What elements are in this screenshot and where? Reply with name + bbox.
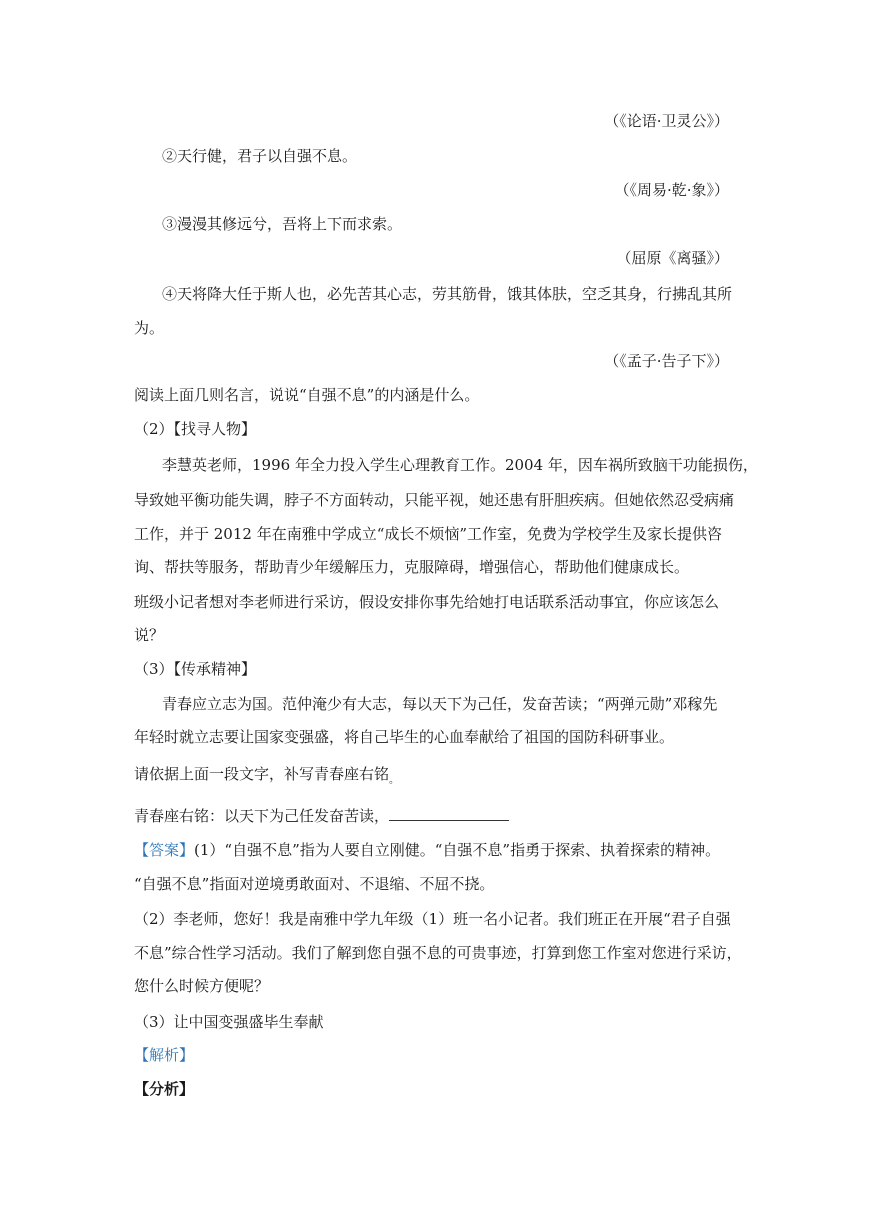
answer-3: （3）让中国变强盛毕生奉献 [134, 1013, 324, 1031]
source-citation-zhouyi: （《周易·乾·象》） [614, 181, 729, 199]
answer-2-line-3: 您什么时候方便呢？ [134, 977, 270, 995]
instruction-period: 。 [389, 775, 400, 786]
motto-blank [389, 806, 509, 821]
part-2-question-line-2: 说？ [134, 626, 165, 644]
motto-line [134, 806, 509, 826]
part-2-paragraph-line-4: 询、帮扶等服务，帮助青少年缓解压力，克服障碍，增强信心，帮助他们健康成长。 [134, 558, 690, 576]
part-2-paragraph-line-3: 工作，并于 2012 年在南雅中学成立“成长不烦恼”工作室，免费为学校学生及家长提供咨 [134, 525, 723, 543]
source-citation-lunyu: （《论语·卫灵公》） [604, 112, 729, 130]
part-3-instruction [134, 764, 399, 784]
answer-2-line-2: 不息”综合性学习活动。我们了解到您自强不息的可贵事迹，打算到您工作室对您进行采访， [134, 944, 742, 962]
motto-text: 青春座右铭：以天下为己任发奋苦读， [134, 807, 390, 825]
quote-4-line-1: ④天将降大任于斯人也，必先苦其心志，劳其筋骨，饿其体肤，空乏其身，行拂乱其所 [162, 285, 733, 303]
answer-label: 【答案】 [134, 841, 195, 859]
answer-2-line-1: （2）李老师，您好！我是南雅中学九年级（1）班一名小记者。我们班正在开展“君子自强 [134, 910, 731, 928]
answer-1-text: (1）“自强不息”指为人要自立刚健。“自强不息”指勇于探索、执着探索的精神。 [194, 841, 721, 859]
answer-1-line-2: “自强不息”指面对逆境勇敢面对、不退缩、不屈不挠。 [134, 875, 495, 893]
instruction-text: 请依据上面一段文字，补写青春座右铭 [134, 765, 390, 783]
source-citation-lisao: （屈原《离骚》） [616, 249, 729, 267]
quote-2: ②天行健，君子以自强不息。 [162, 147, 358, 165]
part-3-paragraph-line-1: 青春应立志为国。范仲淹少有大志，每以天下为己任，发奋苦读；“两弹元勋”邓稼先 [162, 695, 718, 713]
part-2-question-line-1: 班级小记者想对李老师进行采访，假设安排你事先给她打电话联系活动事宜，你应该怎么 [134, 593, 720, 611]
answer-1-line-1 [134, 840, 720, 860]
part-2-paragraph-line-1: 李慧英老师，1996 年全力投入学生心理教育工作。2004 年，因车祸所致脑干功能损伤， [162, 456, 758, 474]
question-1: 阅读上面几则名言，说说“自强不息”的内涵是什么。 [134, 386, 480, 404]
analysis-label: 【解析】 [134, 1046, 195, 1064]
part-2-paragraph-line-2: 导致她平衡功能失调，脖子不方面转动，只能平视，她还患有肝胆疾病。但她依然忍受病痛 [134, 491, 735, 509]
part-3-header: （3）【传承精神】 [134, 660, 257, 678]
source-citation-mengzi: （《孟子·告子下》） [604, 352, 729, 370]
quote-3: ③漫漫其修远兮，吾将上下而求索。 [162, 215, 403, 233]
part-3-paragraph-line-2: 年轻时就立志要让国家变强盛，将自己毕生的心血奉献给了祖国的国防科研事业。 [134, 728, 675, 746]
part-2-header: （2）【找寻人物】 [134, 420, 257, 438]
analysis-subheader: 【分析】 [134, 1080, 195, 1098]
quote-4-line-2: 为。 [134, 319, 165, 337]
